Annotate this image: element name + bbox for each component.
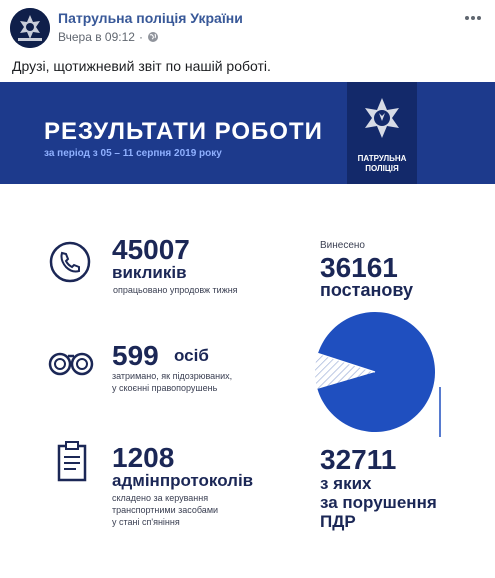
resolutions-unit: постанову bbox=[320, 280, 413, 300]
meta-separator: · bbox=[138, 30, 143, 44]
infographic-banner bbox=[0, 82, 495, 184]
traffic-line1: з яких bbox=[320, 474, 372, 493]
protocols-unit: адмінпротоколів bbox=[112, 471, 254, 490]
traffic-value: 32711 bbox=[320, 444, 397, 475]
globe-icon[interactable] bbox=[147, 31, 159, 43]
badge-label-line1: ПАТРУЛЬНА bbox=[357, 154, 407, 163]
police-star-icon bbox=[10, 8, 50, 48]
post-author[interactable]: Патрульна поліція України bbox=[58, 10, 243, 26]
post-text: Друзі, щотижневий звіт по нашій роботі. bbox=[12, 58, 271, 74]
badge-label-line2: ПОЛІЦІЯ bbox=[365, 164, 399, 173]
protocols-desc-line2: транспортними засобами bbox=[112, 505, 219, 515]
post-header bbox=[0, 0, 495, 50]
police-star-icon bbox=[347, 88, 417, 158]
resolutions-prefix: Винесено bbox=[320, 240, 365, 251]
protocols-value: 1208 bbox=[112, 442, 175, 473]
clipboard-icon bbox=[56, 440, 88, 482]
detained-desc-line1: затримано, як підозрюваних, bbox=[112, 371, 233, 381]
calls-value: 45007 bbox=[112, 234, 190, 265]
avatar[interactable] bbox=[10, 8, 50, 48]
resolutions-value: 36161 bbox=[320, 252, 398, 283]
protocols-desc-line3: у стані сп'яніння bbox=[112, 517, 180, 527]
detained-value: 599 bbox=[112, 340, 159, 371]
police-badge bbox=[347, 82, 417, 184]
handcuffs-icon bbox=[46, 344, 96, 380]
post-meta bbox=[58, 30, 159, 44]
infographic-title: РЕЗУЛЬТАТИ РОБОТИ bbox=[44, 118, 323, 145]
pie-chart bbox=[300, 307, 450, 437]
detained-unit: осіб bbox=[174, 346, 209, 365]
badge-label bbox=[347, 154, 417, 174]
traffic-line2: за порушення bbox=[320, 493, 437, 512]
infographic-period: за період з 05 – 11 серпня 2019 року bbox=[44, 148, 222, 159]
detained-desc-line2: у скоєнні правопорушень bbox=[112, 383, 218, 393]
calls-unit: викликів bbox=[112, 263, 187, 282]
infographic-image[interactable] bbox=[0, 82, 495, 578]
traffic-line3: ПДР bbox=[320, 512, 356, 531]
protocols-desc-line1: складено за керування bbox=[112, 493, 209, 503]
post-timestamp[interactable]: Вчера в 09:12 bbox=[58, 30, 135, 44]
calls-desc: опрацьовано упродовж тижня bbox=[113, 285, 238, 295]
phone-icon bbox=[48, 240, 92, 284]
more-dots-icon[interactable] bbox=[463, 10, 483, 26]
